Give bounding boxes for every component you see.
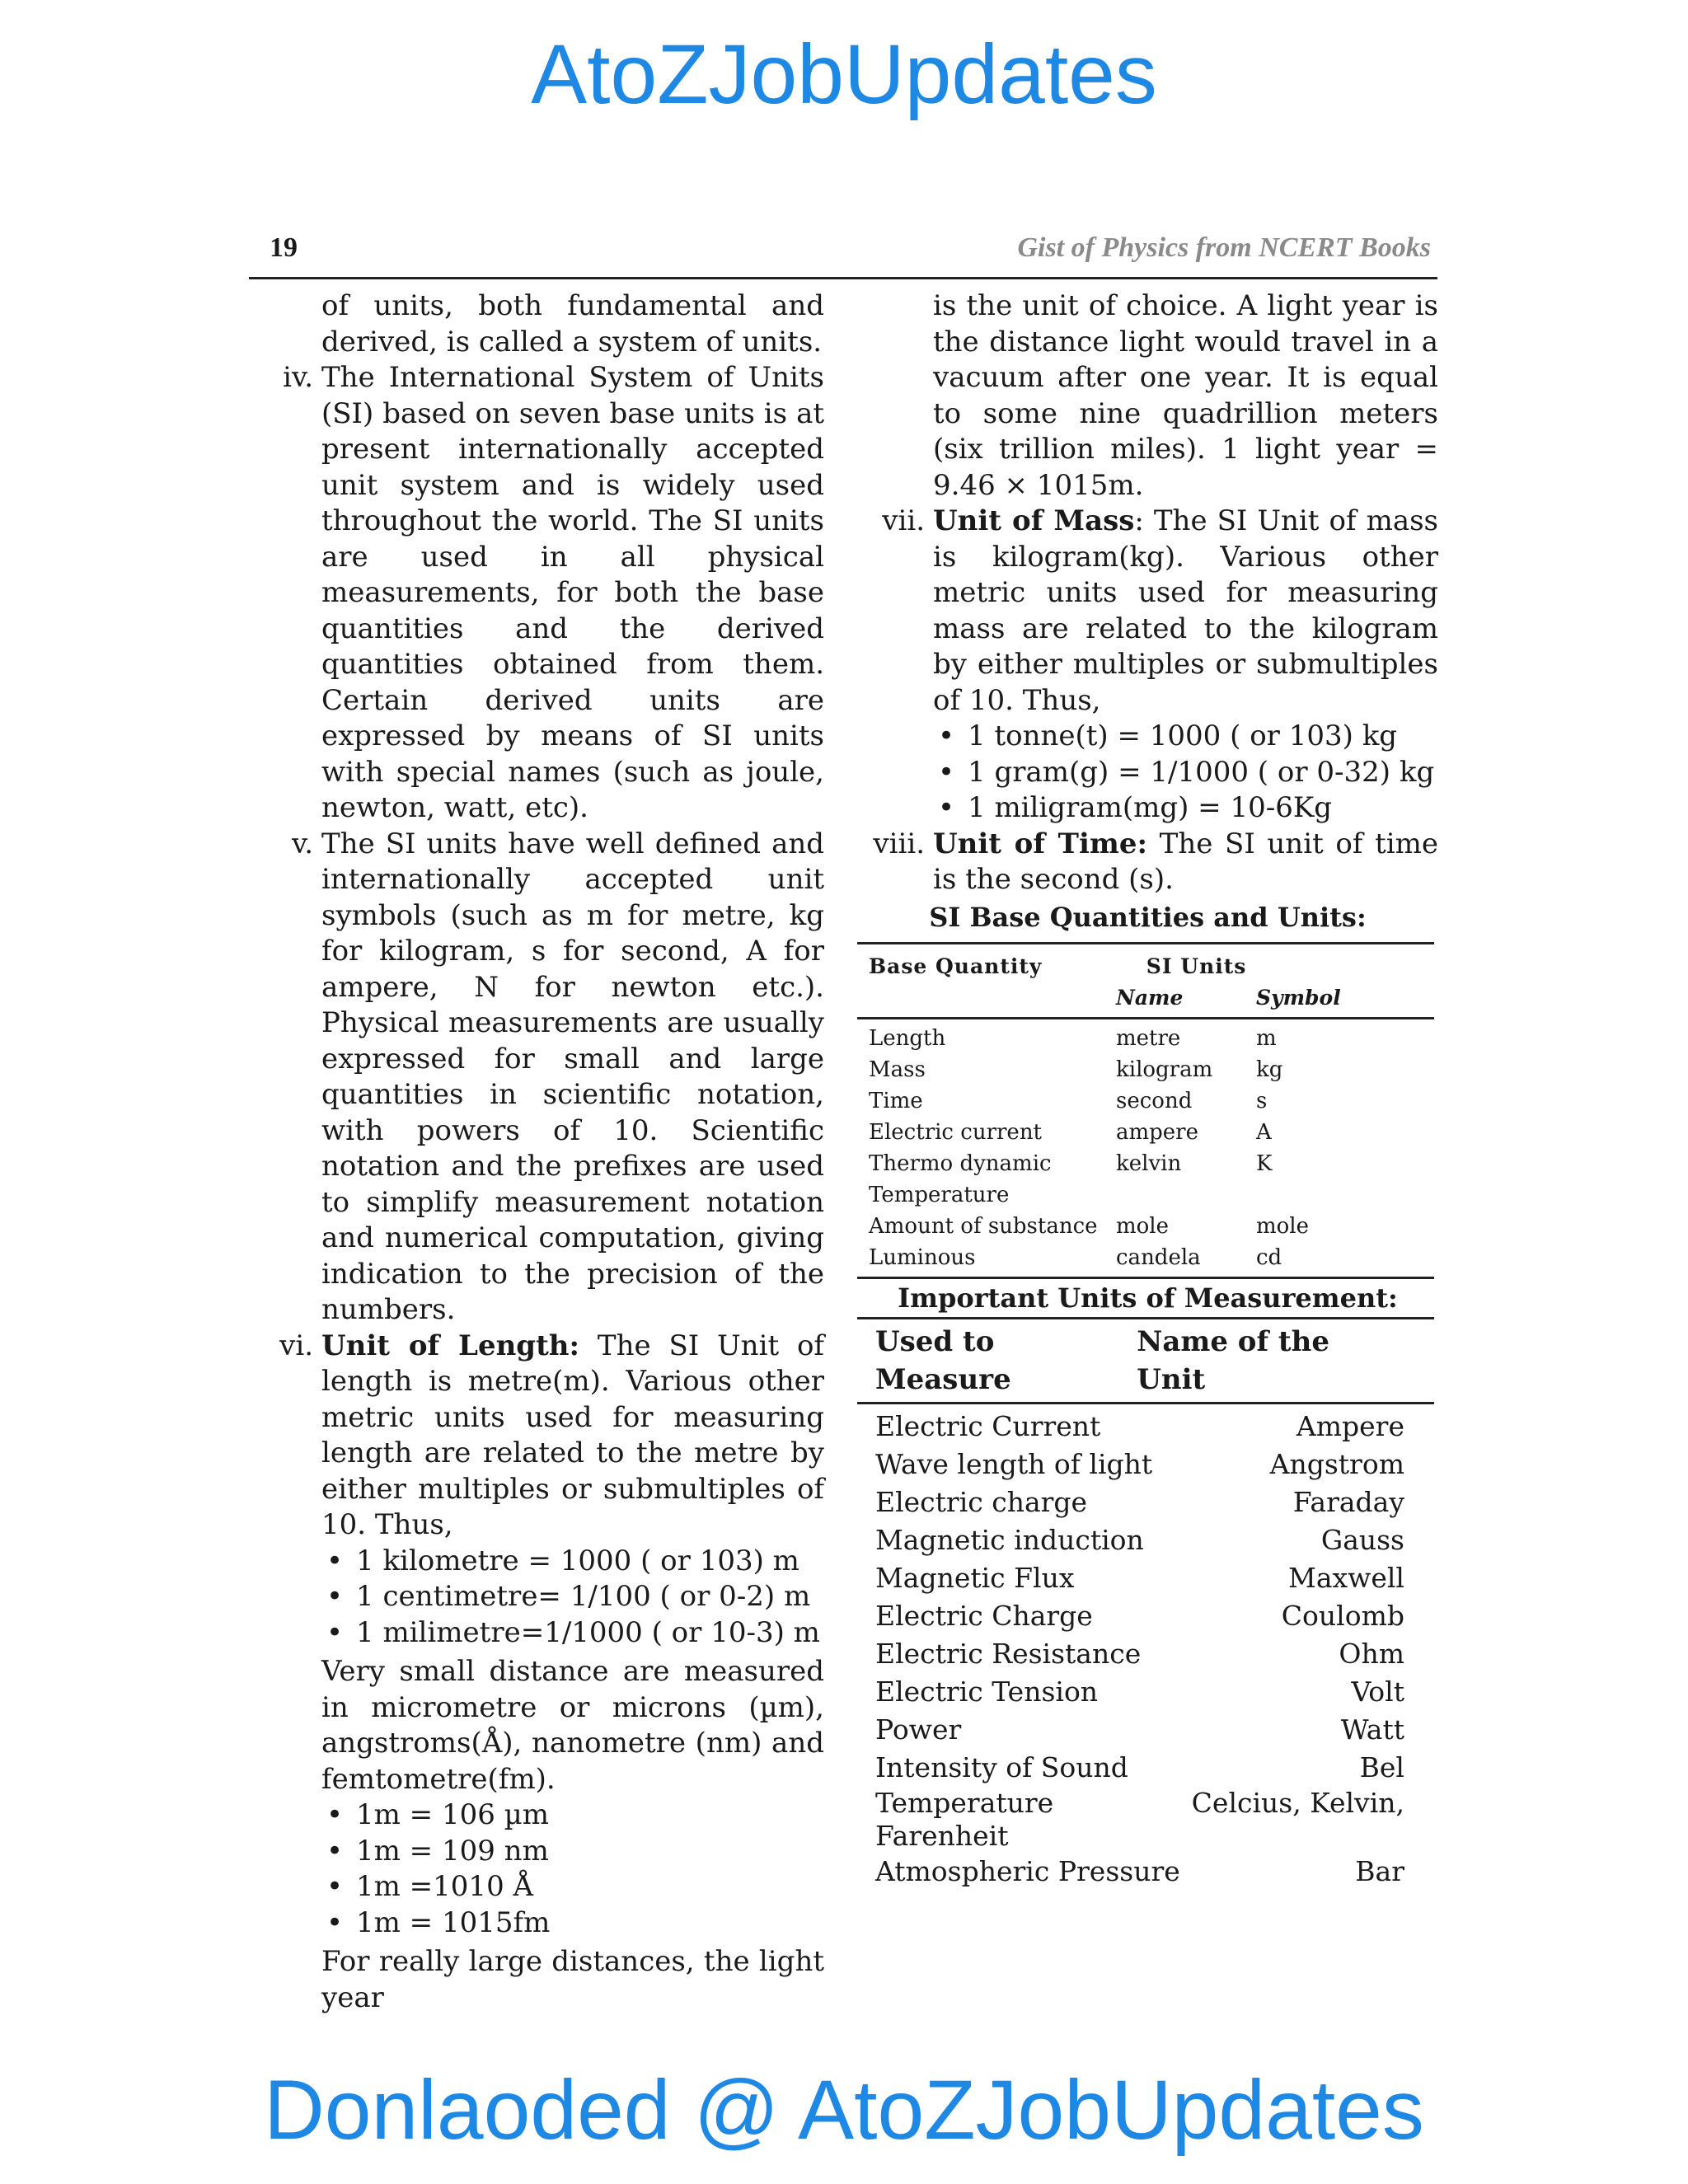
- important-units-caption: Important Units of Measurement:: [898, 1282, 1398, 1314]
- cell-symbol: [1256, 1179, 1421, 1211]
- table-row: [857, 1483, 1434, 1521]
- table-row: [857, 1211, 1434, 1242]
- cell-symbol: K: [1256, 1151, 1273, 1176]
- watermark-banner-bottom: Donlaoded @ AtoZJobUpdates: [264, 2063, 1424, 2157]
- large-distance-paragraph: For really large distances, the light year: [321, 1945, 824, 2014]
- cell-measure: Magnetic Flux: [875, 1561, 1075, 1594]
- header-base-quantity: Base Quantity: [869, 954, 1043, 978]
- item-text: The SI units have well defined and internationally accepted unit symbols (such as m for metre, kg for kilogram, s for second, A for ampere, N for newton etc.). Physical measurements are usually expressed for small and large quantities in scientific notation, with powers of 10. Scientific notation and the prefixes are used to simplify measurement notation and numerical computation, giving indication to the precision of the numbers.: [321, 827, 824, 1326]
- page-header: [249, 231, 1437, 279]
- list-item: [321, 1544, 824, 1580]
- table-row: [857, 1242, 1434, 1273]
- cell-unit: Celcius, Kelvin,: [1191, 1786, 1404, 1819]
- small-distance-paragraph: Very small distance are measured in micrometre or microns (µm), angstroms(Å), nanometre (nm) and femtometre(fm).: [321, 1655, 824, 1796]
- item-number: vii.: [882, 504, 925, 537]
- item-number: viii.: [873, 827, 925, 860]
- table-row: [857, 1597, 1434, 1635]
- list-item: [321, 1869, 824, 1905]
- bullet-text: 1 miligram(mg) = 10-6Kg: [968, 791, 1333, 824]
- table-header: [857, 944, 1434, 982]
- cell-unit: Ohm: [1339, 1637, 1404, 1670]
- cell-unit: Gauss: [1320, 1523, 1404, 1556]
- list-item: [933, 790, 1438, 827]
- cell-quantity: Temperature: [869, 1183, 1010, 1207]
- bullet-icon: •: [938, 719, 955, 752]
- table-row: [857, 1023, 1434, 1054]
- cell-symbol: m: [1256, 1026, 1277, 1051]
- table-subheader: [857, 982, 1434, 1019]
- cell-symbol: s: [1256, 1089, 1268, 1113]
- si-base-quantities-table: [857, 942, 1434, 1279]
- header-used-to-measure: Used to Measure: [875, 1324, 1011, 1396]
- cell-measure: Intensity of Sound: [875, 1750, 1128, 1783]
- cell-measure: Farenheit: [875, 1819, 1009, 1852]
- list-item: [321, 1615, 824, 1652]
- continued-paragraph: of units, both fundamental and derived, is called a system of units.: [321, 289, 824, 359]
- table-row: [857, 1054, 1434, 1085]
- item-number: iv.: [283, 361, 313, 394]
- bullet-icon: •: [938, 791, 955, 824]
- cell-unit: Faraday: [1292, 1485, 1404, 1518]
- cell-quantity: Luminous: [869, 1245, 976, 1270]
- mass-bullet-list: [857, 719, 1438, 827]
- table-body: [857, 1019, 1434, 1277]
- list-item: [321, 1905, 824, 1942]
- list-item-vii: [857, 504, 1438, 719]
- cell-name: mole: [1116, 1214, 1170, 1239]
- cell-name: [1116, 1179, 1256, 1211]
- bullet-text: 1m = 109 nm: [356, 1834, 549, 1868]
- bullet-icon: •: [326, 1615, 344, 1649]
- cell-measure: Electric Tension: [875, 1675, 1099, 1708]
- item-heading: Unit of Length:: [321, 1329, 580, 1362]
- cell-name: ampere: [1116, 1120, 1199, 1145]
- item-number: v.: [292, 827, 313, 860]
- item-text: The International System of Units (SI) based on seven base units is at present internationally accepted unit system and is widely used throughout the world. The SI units are used in all physical measurements, for both the base quantities and the derived quantities obtained from them. Certain derived units are expressed by means of SI units with special names (such as joule, newton, watt, etc).: [321, 361, 824, 824]
- cell-symbol: mole: [1256, 1214, 1310, 1239]
- list-item: [933, 755, 1438, 791]
- table-row: [857, 1446, 1434, 1483]
- bullet-icon: •: [326, 1580, 344, 1613]
- right-column: [857, 288, 1438, 1891]
- table-row: [857, 1179, 1434, 1211]
- cell-measure: Electric charge: [875, 1485, 1088, 1518]
- item-text: [933, 504, 1438, 719]
- cell-unit: Angstrom: [1269, 1447, 1404, 1480]
- list-item: [321, 1797, 824, 1834]
- table-row: [857, 1787, 1434, 1820]
- header-name-of-unit: Name of the Unit: [1137, 1324, 1329, 1396]
- left-column: [256, 288, 824, 2016]
- page-number: 19: [270, 232, 298, 263]
- table-row: [857, 1711, 1434, 1749]
- item-body: The SI unit of time is the second (s).: [933, 827, 1438, 896]
- cell-name: candela: [1116, 1245, 1201, 1270]
- cell-quantity: Electric current: [869, 1120, 1043, 1145]
- table-row: [857, 1853, 1434, 1891]
- bullet-icon: •: [326, 1834, 344, 1868]
- list-item: [321, 1579, 824, 1615]
- si-table-caption: SI Base Quantities and Units:: [929, 901, 1367, 933]
- bullet-text: 1 tonne(t) = 1000 ( or 103) kg: [968, 719, 1398, 752]
- cell-measure: Electric Resistance: [875, 1637, 1142, 1670]
- bullet-icon: •: [938, 755, 955, 789]
- running-title: Gist of Physics from NCERT Books: [1017, 232, 1431, 263]
- list-item: [933, 719, 1438, 755]
- list-item-viii: [857, 827, 1438, 898]
- list-item-iv: [256, 360, 824, 827]
- subheader-name: Name: [1116, 986, 1184, 1010]
- cell-quantity: Amount of substance: [869, 1214, 1098, 1239]
- cell-unit: Bar: [1355, 1854, 1404, 1887]
- watermark-banner-top: AtoZJobUpdates: [531, 27, 1157, 121]
- table-row: [857, 1521, 1434, 1559]
- header-si-units: SI Units: [1146, 954, 1247, 978]
- bullet-text: 1m = 106 µm: [356, 1798, 550, 1831]
- small-distance-bullet-list: [256, 1797, 824, 1941]
- bullet-text: 1 gram(g) = 1/1000 ( or 0-32) kg: [968, 755, 1435, 789]
- item-body: : The SI Unit of mass is kilogram(kg). Various other metric units used for measuring mass are related to the kilogram by either multiples or submultiples of 10. Thus,: [933, 504, 1439, 717]
- table-row: [857, 1148, 1434, 1179]
- bullet-text: 1 kilometre = 1000 ( or 103) m: [356, 1544, 799, 1577]
- continued-paragraph: is the unit of choice. A light year is the distance light would travel in a vacuum after one year. It is equal to some nine quadrillion meters (six trillion miles). 1 light year = 9.46 × 1015m.: [933, 289, 1438, 502]
- cell-measure: Electric Current: [875, 1409, 1101, 1442]
- bullet-icon: •: [326, 1798, 344, 1831]
- table-header: [857, 1317, 1434, 1404]
- cell-symbol: A: [1256, 1120, 1272, 1145]
- table-row: [857, 1559, 1434, 1597]
- item-text: [933, 827, 1438, 898]
- item-heading: Unit of Time:: [933, 827, 1148, 860]
- bullet-icon: •: [326, 1544, 344, 1577]
- table-row: [857, 1749, 1434, 1787]
- cell-quantity: Length: [869, 1026, 946, 1051]
- cell-measure: Magnetic induction: [875, 1523, 1144, 1556]
- cell-symbol: kg: [1256, 1057, 1283, 1082]
- cell-measure: Electric Charge: [875, 1599, 1093, 1632]
- cell-measure: Power: [875, 1713, 962, 1746]
- list-item-vi: [256, 1329, 824, 1544]
- cell-quantity: Time: [869, 1089, 923, 1113]
- table-row: [857, 1635, 1434, 1673]
- item-heading: Unit of Mass: [933, 504, 1135, 537]
- cell-measure: Temperature: [875, 1786, 1054, 1819]
- cell-name: kelvin: [1116, 1151, 1182, 1176]
- cell-unit: Ampere: [1296, 1409, 1404, 1442]
- cell-measure: Atmospheric Pressure: [875, 1854, 1180, 1887]
- table-row: [857, 1408, 1434, 1446]
- cell-quantity: Mass: [869, 1057, 926, 1082]
- cell-unit: Watt: [1340, 1713, 1404, 1746]
- cell-unit: Volt: [1351, 1675, 1404, 1708]
- cell-unit: Maxwell: [1288, 1561, 1404, 1594]
- table-row: [857, 1085, 1434, 1117]
- item-body: The SI Unit of length is metre(m). Various other metric units used for measuring length are related to the metre by either multiples or submultiples of 10. Thus,: [321, 1329, 825, 1541]
- cell-name: kilogram: [1116, 1057, 1213, 1082]
- cell-unit: Bel: [1359, 1750, 1404, 1783]
- table-row: [857, 1117, 1434, 1148]
- cell-measure: Wave length of light: [875, 1447, 1153, 1480]
- bullet-icon: •: [326, 1870, 344, 1903]
- bullet-text: 1 centimetre= 1/100 ( or 0-2) m: [356, 1580, 811, 1613]
- cell-unit: Coulomb: [1281, 1599, 1404, 1632]
- table-row: [857, 1673, 1434, 1711]
- item-number: vi.: [279, 1329, 313, 1362]
- bullet-icon: •: [326, 1905, 344, 1939]
- bullet-text: 1m =1010 Å: [356, 1870, 534, 1903]
- table-row: [857, 1820, 1434, 1853]
- important-units-table: [857, 1317, 1434, 1891]
- cell-symbol: cd: [1256, 1245, 1282, 1270]
- table-body: [857, 1404, 1434, 1891]
- subheader-symbol: Symbol: [1256, 986, 1341, 1010]
- bullet-text: 1m = 1015fm: [356, 1905, 551, 1939]
- list-item: [321, 1834, 824, 1870]
- item-text: [321, 1329, 824, 1544]
- cell-name: metre: [1116, 1026, 1181, 1051]
- bullet-text: 1 milimetre=1/1000 ( or 10-3) m: [356, 1615, 820, 1649]
- cell-quantity: Thermo dynamic: [869, 1151, 1052, 1176]
- list-item-v: [256, 827, 824, 1329]
- length-bullet-list: [256, 1544, 824, 1652]
- cell-name: second: [1116, 1089, 1193, 1113]
